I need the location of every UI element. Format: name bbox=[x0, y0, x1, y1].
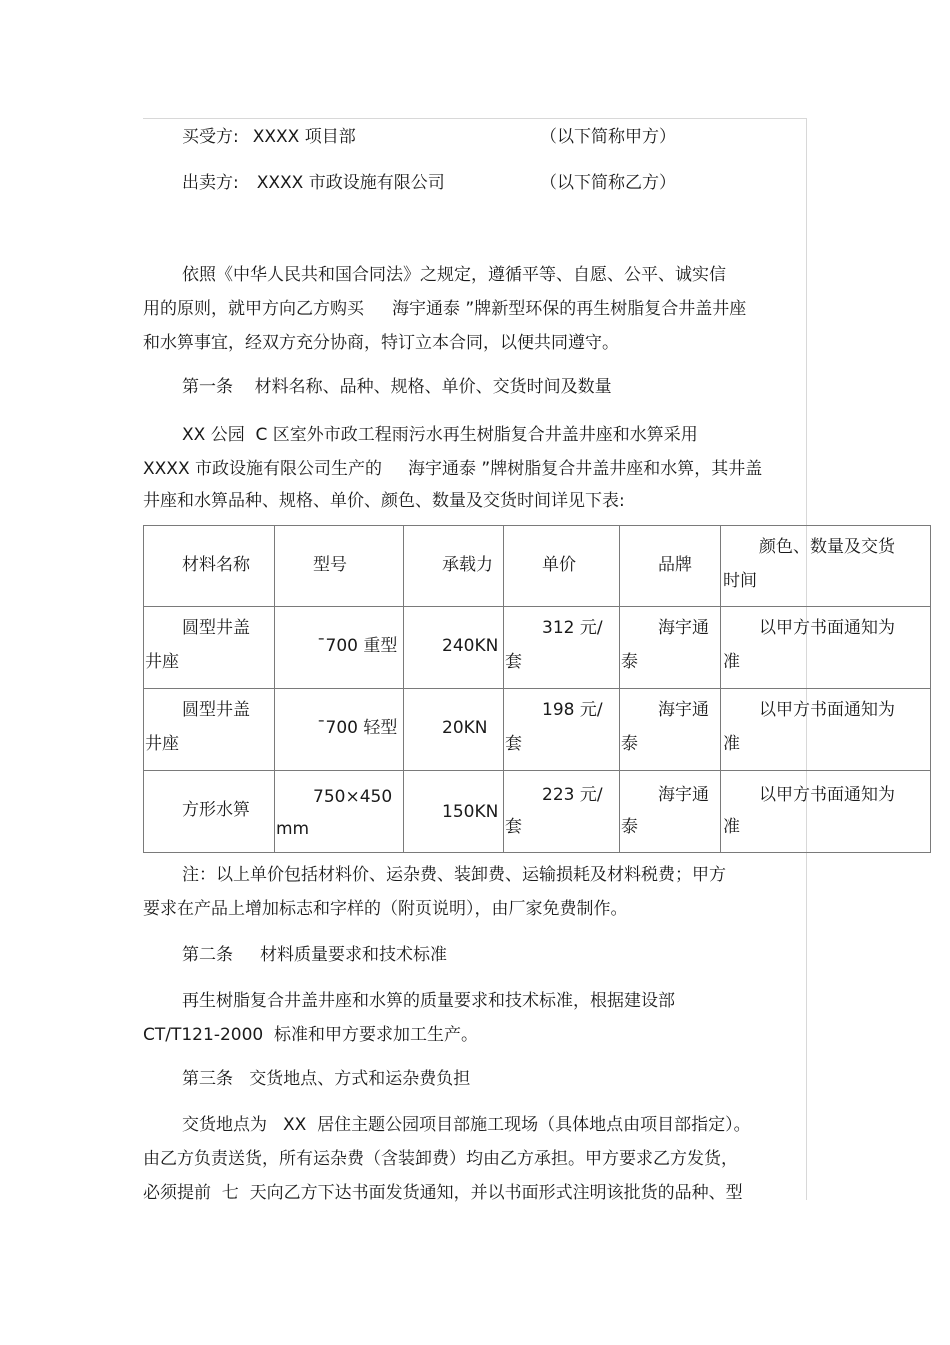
row-2-capacity: 20KN bbox=[442, 718, 488, 738]
row-3-brand-b: 泰 bbox=[621, 817, 638, 837]
row-1-price-b: 套 bbox=[505, 652, 522, 672]
article-1-line-2 bbox=[143, 458, 762, 480]
article-3-line-1a: 交货地点为 bbox=[182, 1115, 267, 1135]
seller-alias: （以下简称乙方） bbox=[540, 173, 676, 193]
note-line-1: 注：以上单价包括材料价、运杂费、装卸费、运输损耗及材料税费；甲方 bbox=[182, 865, 726, 885]
intro-line-3: 和水箅事宜，经双方充分协商，特订立本合同，以便共同遵守。 bbox=[143, 333, 619, 353]
article-2-title: 第二条 材料质量要求和技术标准 bbox=[182, 945, 448, 965]
row-2-price-b: 套 bbox=[505, 734, 522, 754]
article-3-line-1b: XX 居住主题公园项目部施工现场（具体地点由项目部指定）。 bbox=[283, 1115, 751, 1135]
row-2-brand-a: 海宇通 bbox=[658, 700, 709, 720]
intro-line-1: 依照《中华人民共和国合同法》之规定，遵循平等、自愿、公平、诚实信 bbox=[182, 265, 726, 285]
article-3-line-3: 必须提前 七 天向乙方下达书面发货通知，并以书面形式注明该批货的品种、型 bbox=[143, 1183, 743, 1203]
article-1-line-2a: XXXX 市政设施有限公司生产的 bbox=[143, 459, 382, 479]
seller-line bbox=[182, 172, 445, 194]
article-1-line-3: 井座和水箅品种、规格、单价、颜色、数量及交货时间详见下表: bbox=[143, 491, 625, 511]
row-2-brand-b: 泰 bbox=[621, 734, 638, 754]
row-1-price-a: 312 元/ bbox=[542, 618, 603, 638]
seller-name: XXXX 市政设施有限公司 bbox=[256, 173, 445, 193]
row-1-model: ˉ700 重型 bbox=[317, 636, 398, 656]
row-1-note-b: 准 bbox=[723, 652, 740, 672]
row-3-capacity: 150KN bbox=[442, 802, 499, 822]
buyer-alias: （以下简称甲方） bbox=[540, 127, 676, 147]
row-2-name-b: 井座 bbox=[145, 734, 179, 754]
table-row bbox=[144, 607, 931, 689]
row-2-note-b: 准 bbox=[723, 734, 740, 754]
row-1-name-b: 井座 bbox=[145, 652, 179, 672]
buyer-label: 买受方: bbox=[182, 127, 239, 147]
row-2-name-a: 圆型井盖 bbox=[182, 700, 250, 720]
row-1-name-a: 圆型井盖 bbox=[182, 618, 250, 638]
table-row bbox=[144, 771, 931, 853]
seller-label: 出卖方: bbox=[182, 173, 239, 193]
row-1-capacity: 240KN bbox=[442, 636, 499, 656]
row-3-model-b: mm bbox=[276, 819, 310, 839]
intro-line-2a: 用的原则，就甲方向乙方购买 bbox=[143, 299, 364, 319]
row-3-price-b: 套 bbox=[505, 817, 522, 837]
note-line-2: 要求在产品上增加标志和字样的（附页说明），由厂家免费制作。 bbox=[143, 899, 628, 919]
header-cell-color: 颜色、数量及交货 时间 bbox=[721, 526, 931, 607]
header-cell-name: 材料名称 bbox=[144, 526, 275, 607]
article-1-title: 第一条 材料名称、品种、规格、单价、交货时间及数量 bbox=[182, 377, 612, 397]
article-3-line-2: 由乙方负责送货，所有运杂费（含装卸费）均由乙方承担。甲方要求乙方发货， bbox=[143, 1149, 738, 1169]
row-1-brand-b: 泰 bbox=[621, 652, 638, 672]
intro-line-2b: 海宇通泰 ”牌新型环保的再生树脂复合井盖井座 bbox=[392, 299, 747, 319]
article-2-line-1: 再生树脂复合井盖井座和水箅的质量要求和技术标准，根据建设部 bbox=[182, 991, 675, 1011]
row-3-note-a: 以甲方书面通知为 bbox=[759, 785, 895, 805]
header-cell-price: 单价 bbox=[504, 526, 620, 607]
header-cell-model: 型号 bbox=[275, 526, 404, 607]
buyer-line bbox=[182, 126, 356, 148]
row-2-model: ˉ700 轻型 bbox=[317, 718, 398, 738]
row-2-note-a: 以甲方书面通知为 bbox=[759, 700, 895, 720]
intro-line-2 bbox=[143, 298, 746, 320]
row-1-brand-a: 海宇通 bbox=[658, 618, 709, 638]
row-3-brand-a: 海宇通 bbox=[658, 785, 709, 805]
row-3-name: 方形水箅 bbox=[182, 800, 250, 820]
buyer-name: XXXX 项目部 bbox=[252, 127, 356, 147]
row-3-model-a: 750×450 bbox=[313, 787, 393, 807]
row-1-note-a: 以甲方书面通知为 bbox=[759, 618, 895, 638]
table-header-row bbox=[144, 526, 931, 607]
article-3-line-1 bbox=[182, 1114, 751, 1136]
row-2-price-a: 198 元/ bbox=[542, 700, 603, 720]
spec-table bbox=[143, 525, 931, 853]
article-1-line-1: XX 公园 C 区室外市政工程雨污水再生树脂复合井盖井座和水箅采用 bbox=[182, 425, 698, 445]
page-frame-top bbox=[143, 118, 807, 119]
table-row bbox=[144, 689, 931, 771]
row-3-price-a: 223 元/ bbox=[542, 785, 603, 805]
header-cell-capacity: 承载力 bbox=[404, 526, 504, 607]
header-cell-brand: 品牌 bbox=[620, 526, 721, 607]
row-3-note-b: 准 bbox=[723, 817, 740, 837]
article-3-title: 第三条 交货地点、方式和运杂费负担 bbox=[182, 1069, 471, 1089]
article-2-line-2: CT/T121-2000 标准和甲方要求加工生产。 bbox=[143, 1025, 479, 1045]
article-1-line-2b: 海宇通泰 ”牌树脂复合井盖井座和水箅，其井盖 bbox=[408, 459, 763, 479]
